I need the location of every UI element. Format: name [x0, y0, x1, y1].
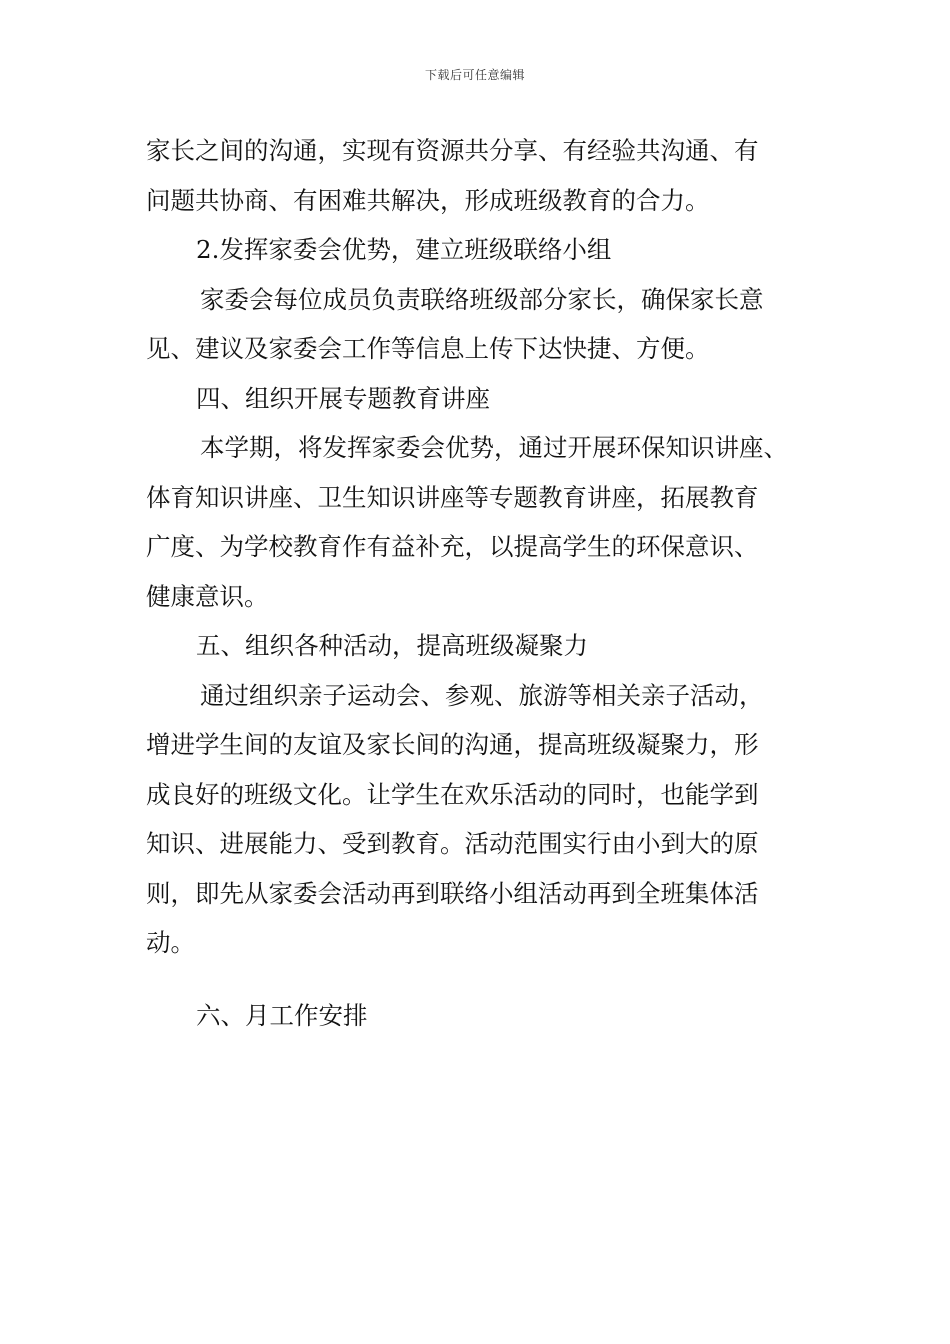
paragraph-line: 健康意识。 [146, 581, 269, 611]
paragraph-line: 本学期，将发挥家委会优势，通过开展环保知识讲座、 [200, 433, 788, 462]
paragraph-line: 体育知识讲座、卫生知识讲座等专题教育讲座，拓展教育 [146, 482, 759, 512]
paragraph-line: 动。 [146, 928, 195, 957]
paragraph-line: 家长之间的沟通，实现有资源共分享、有经验共沟通、有 [146, 136, 759, 165]
section-heading: 六、月工作安排 [196, 1000, 368, 1030]
document-body [146, 126, 836, 1040]
paragraph-line: 知识、进展能力、受到教育。活动范围实行由小到大的原 [146, 829, 759, 858]
paragraph-line: 则，即先从家委会活动再到联络小组活动再到全班集体活 [146, 878, 759, 908]
paragraph-line: 见、建议及家委会工作等信息上传下达快捷、方便。 [146, 334, 710, 363]
paragraph-line: 通过组织亲子运动会、参观、旅游等相关亲子活动， [200, 680, 764, 710]
spacer [146, 968, 836, 991]
section-heading: 四、组织开展专题教育讲座 [196, 383, 490, 413]
section-heading: 五、组织各种活动，提高班级凝聚力 [196, 631, 588, 660]
section-heading: 2.发挥家委会优势，建立班级联络小组 [196, 235, 612, 264]
paragraph-line: 家委会每位成员负责联络班级部分家长，确保家长意 [200, 284, 764, 314]
paragraph-line: 成良好的班级文化。让学生在欢乐活动的同时，也能学到 [146, 779, 759, 809]
paragraph-line: 问题共协商、有困难共解决，形成班级教育的合力。 [146, 185, 710, 215]
paragraph-line: 增进学生间的友谊及家长间的沟通，提高班级凝聚力，形 [146, 730, 759, 759]
download-note: 下载后可任意编辑 [424, 68, 525, 82]
paragraph-line: 广度、为学校教育作有益补充，以提高学生的环保意识、 [146, 532, 759, 561]
